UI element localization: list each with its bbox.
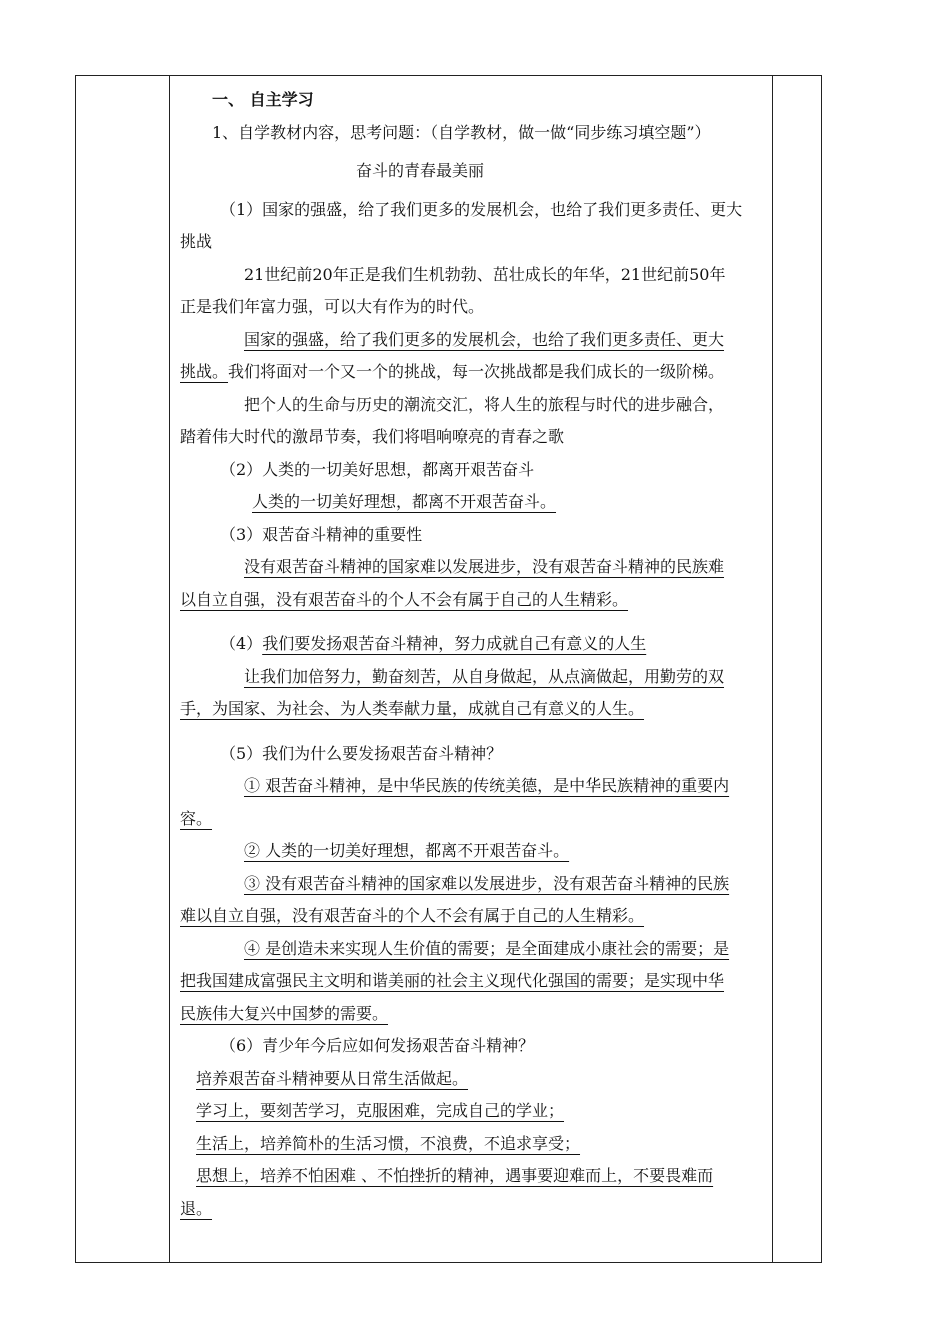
q4-heading <box>180 628 763 661</box>
page-title: 奋斗的青春最美丽 <box>356 161 485 180</box>
q1-heading-line2: 挑战 <box>180 232 213 251</box>
q1-p2-line1-text: 国家的强盛，给了我们更多的发展机会，也给了我们更多责任、更大 <box>244 329 725 349</box>
q5-heading: （5）我们为什么要发扬艰苦奋斗精神？ <box>220 743 503 763</box>
q6-a4-line2-text: 退。 <box>180 1198 213 1218</box>
q5-a4-line2 <box>180 965 763 998</box>
q5-a4-line1 <box>180 933 763 966</box>
q1-p2-line2-underlined: 挑战。 <box>180 362 229 381</box>
main-content-cell <box>180 84 763 1225</box>
q4-heading-prefix: （4） <box>220 634 263 653</box>
task-intro: 1、自学教材内容，思考问题：（自学教材，做一做“同步练习填空题”） <box>212 122 711 142</box>
q6-a3-text: 生活上，培养简朴的生活习惯，不浪费，不追求享受； <box>196 1133 581 1153</box>
q5-a4-line2-text: 把我国建成富强民主文明和谐美丽的社会主义现代化强国的需要；是实现中华 <box>180 971 725 990</box>
q5-a3-line2-text: 难以自立自强，没有艰苦奋斗的个人不会有属于自己的人生精彩。 <box>180 906 645 925</box>
q1-p3-line1: 把个人的生命与历史的潮流交汇，将人生的旅程与时代的进步融合， <box>244 394 725 414</box>
q2-heading: （2）人类的一切美好思想，都离开艰苦奋斗 <box>220 459 535 479</box>
q1-heading-line1: （1）国家的强盛，给了我们更多的发展机会，也给了我们更多责任、更大 <box>220 199 743 219</box>
q6-heading: （6）青少年今后应如何发扬艰苦奋斗精神？ <box>220 1036 535 1055</box>
q6-a4-line1-text: 思想上，培养不怕困难 、不怕挫折的精神，遇事要迎难而上，不要畏难而 <box>196 1166 714 1185</box>
q5-a4-line1-text: ④ 是创造未来实现人生价值的需要；是全面建成小康社会的需要；是 <box>244 938 730 958</box>
q2-answer <box>180 486 763 519</box>
q3-answer-line1-text: 没有艰苦奋斗精神的国家难以发展进步，没有艰苦奋斗精神的民族难 <box>244 557 725 576</box>
q6-a1 <box>180 1063 763 1096</box>
q5-a4-line3 <box>180 998 763 1031</box>
q4-answer-line1 <box>180 661 763 694</box>
q1-p1-line1: 21世纪前20年正是我们生机勃勃、茁壮成长的年华，21世纪前50年 <box>244 264 726 284</box>
q5-a1-line2 <box>180 803 763 836</box>
q3-answer-line1 <box>180 551 763 584</box>
q5-a2 <box>180 835 763 868</box>
q1-p2-line1 <box>180 324 763 357</box>
q5-a1-line2-text: 容。 <box>180 808 213 828</box>
q4-heading-text: 我们要发扬艰苦奋斗精神，努力成就自己有意义的人生 <box>262 634 647 653</box>
q1-p3-line2: 踏着伟大时代的激昂节奏，我们将唱响嘹亮的青春之歌 <box>180 427 565 446</box>
q5-a2-text: ② 人类的一切美好理想，都离不开艰苦奋斗。 <box>244 841 570 860</box>
q5-a3-line1 <box>180 868 763 901</box>
q6-a4-line2 <box>180 1193 763 1226</box>
q5-a3-line2 <box>180 900 763 933</box>
q3-answer-line2-text: 以自立自强，没有艰苦奋斗的个人不会有属于自己的人生精彩。 <box>180 589 629 609</box>
q5-a1-line1 <box>180 770 763 803</box>
spacer <box>180 726 763 738</box>
q1-p2-line2-rest: 我们将面对一个又一个的挑战，每一次挑战都是我们成长的一级阶梯。 <box>228 362 725 381</box>
q4-answer-line2 <box>180 693 763 726</box>
q3-heading: （3）艰苦奋斗精神的重要性 <box>220 524 423 544</box>
table-divider-left <box>169 75 170 1263</box>
q2-answer-text: 人类的一切美好理想，都离不开艰苦奋斗。 <box>252 492 557 511</box>
section-heading: 一、 自主学习 <box>212 90 314 109</box>
q5-a4-line3-text: 民族伟大复兴中国梦的需要。 <box>180 1003 389 1023</box>
q3-answer-line2 <box>180 584 763 617</box>
q1-p2-line2 <box>180 356 763 389</box>
q6-a1-text: 培养艰苦奋斗精神要从日常生活做起。 <box>196 1068 469 1088</box>
table-divider-right <box>772 75 773 1263</box>
q6-a2-text: 学习上，要刻苦学习，克服困难，完成自己的学业； <box>196 1101 565 1120</box>
spacer <box>180 616 763 628</box>
q6-a3 <box>180 1128 763 1161</box>
q6-a4-line1 <box>180 1160 763 1193</box>
q1-p1-line2: 正是我们年富力强，可以大有作为的时代。 <box>180 297 485 316</box>
q5-a1-line1-text: ① 艰苦奋斗精神，是中华民族的传统美德，是中华民族精神的重要内 <box>244 776 730 795</box>
q5-a3-line1-text: ③ 没有艰苦奋斗精神的国家难以发展进步，没有艰苦奋斗精神的民族 <box>244 873 730 893</box>
q6-a2 <box>180 1095 763 1128</box>
q4-answer-line1-text: 让我们加倍努力，勤奋刻苦，从自身做起，从点滴做起，用勤劳的双 <box>244 666 725 686</box>
q4-answer-line2-text: 手，为国家、为社会、为人类奉献力量，成就自己有意义的人生。 <box>180 699 645 718</box>
